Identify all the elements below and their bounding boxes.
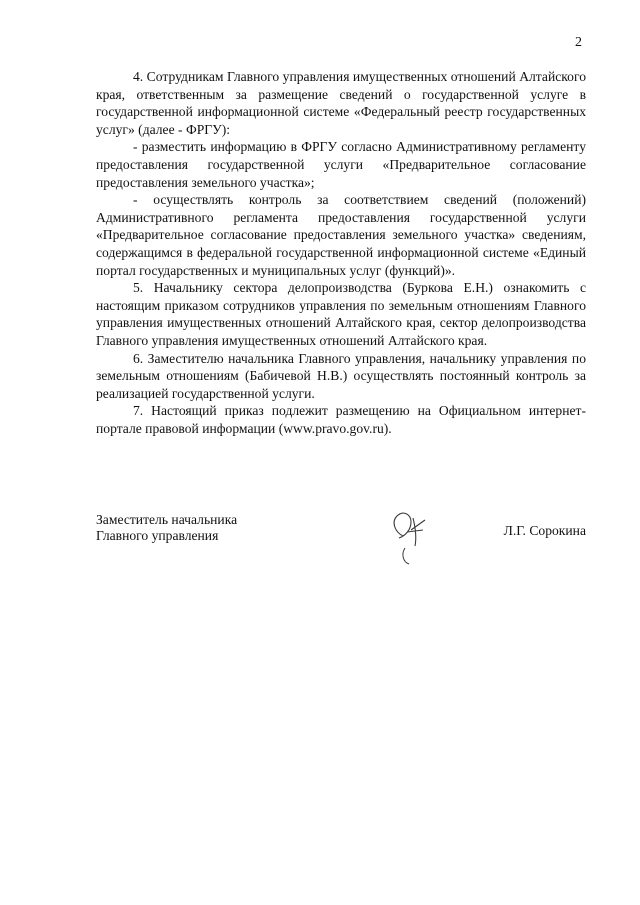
- signatory-name: Л.Г. Сорокина: [503, 523, 586, 538]
- signatory-title-line-2: Главного управления: [96, 528, 219, 543]
- paragraph-bullet-post-info: - разместить информацию в ФРГУ согласно Административному регламенту предоставления государственной услуги «Предварительное согласование предоставления земельного участка»;: [96, 139, 586, 190]
- handwritten-signature: [381, 506, 441, 576]
- signatory-title-line-1: Заместитель начальника: [96, 512, 238, 527]
- signature-block: [96, 512, 586, 582]
- paragraph-7-publication: 7. Настоящий приказ подлежит размещению на Официальном интернет-портале правовой информации (www.pravo.gov.ru).: [96, 403, 586, 436]
- document-body: [96, 68, 586, 437]
- paragraph-5-records-sector: 5. Начальнику сектора делопроизводства (Буркова Е.Н.) ознакомить с настоящим приказом сотрудников управления по земельным отношениям Главного управления имущественных отношений Алтайского края, сектор делопроизводства Главного управления имущественных отношений Алтайского края.: [96, 280, 586, 348]
- paragraph-4-staff-frgu: 4. Сотрудникам Главного управления имущественных отношений Алтайского края, ответственным за размещение сведений о государственной услуге в государственной информационной системе «Федеральный реестр государственных услуг» (далее - ФРГУ):: [96, 69, 586, 137]
- paragraph-6-deputy-control: 6. Заместителю начальника Главного управления, начальнику управления по земельным отношениям (Бабичевой Н.В.) осуществлять постоянный контроль за реализацией государственной услуги.: [96, 350, 586, 401]
- page-number: 2: [575, 35, 582, 50]
- signatory-title: [96, 512, 237, 544]
- paragraph-bullet-control: - осуществлять контроль за соответствием сведений (положений) Административного регламента предоставления государственной услуги «Предварительное согласование предоставления земельного участка» сведениям, содержащимся в федеральной государственной информационной системе «Единый портал государственных и муниципальных услуг (функций)».: [96, 192, 586, 278]
